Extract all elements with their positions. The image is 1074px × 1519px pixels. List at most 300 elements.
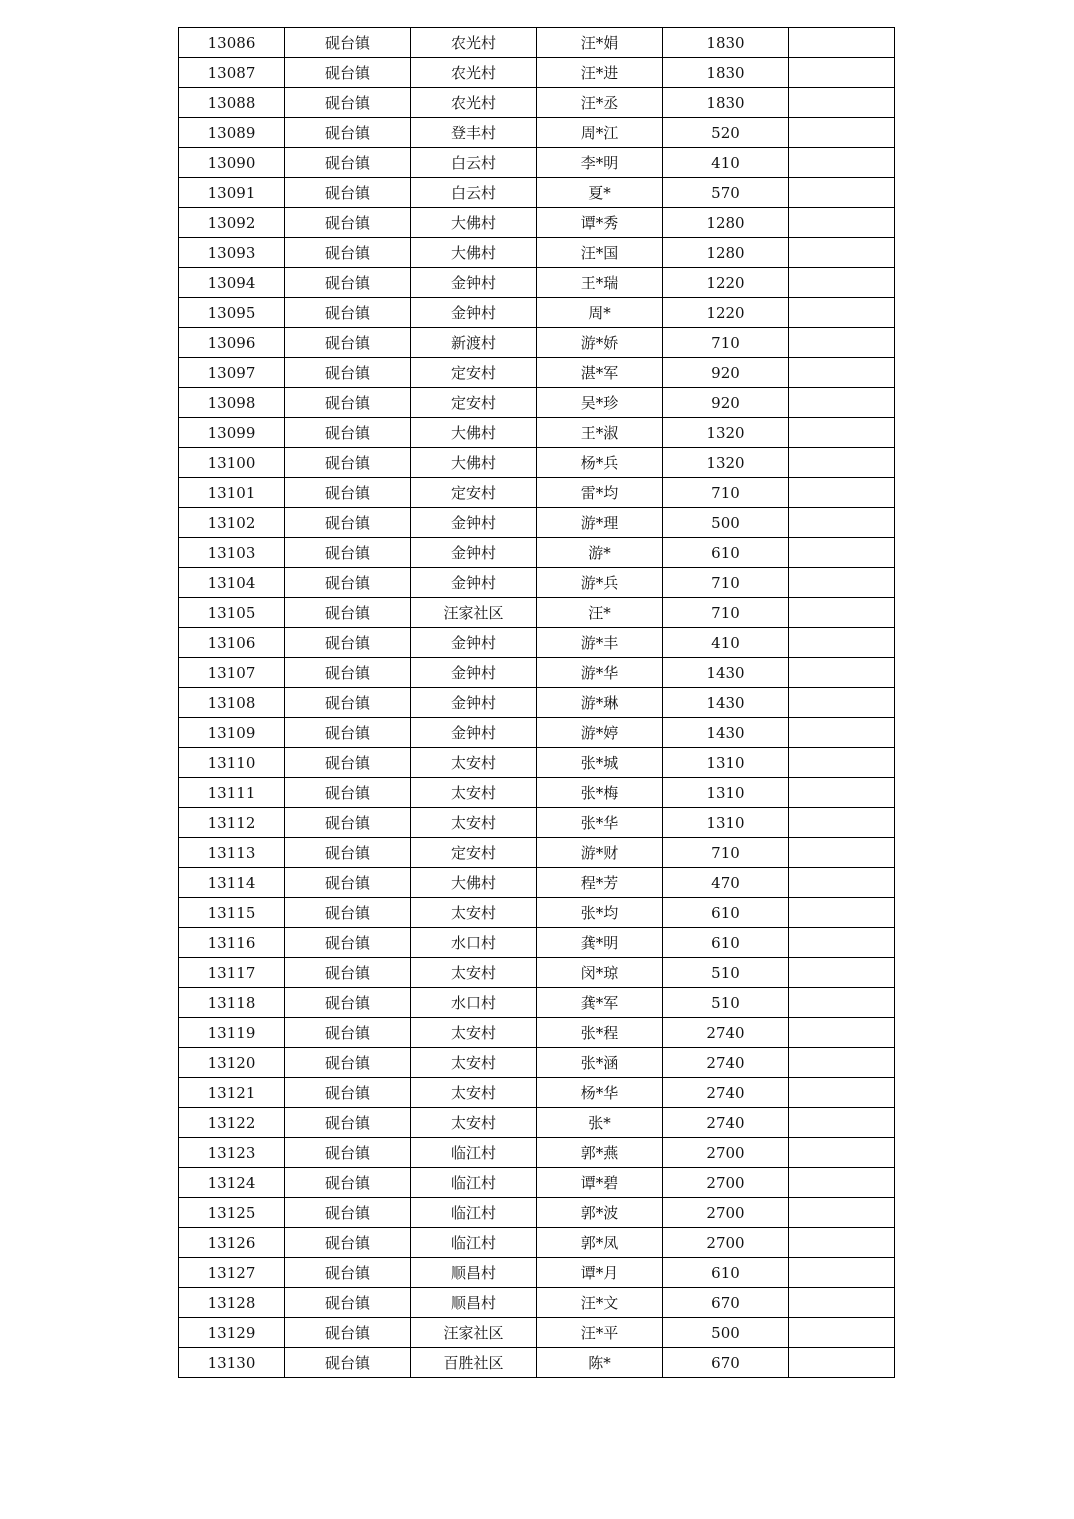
amount-cell: 710 [663, 838, 789, 868]
town-cell: 砚台镇 [285, 268, 411, 298]
name-cell: 张*涵 [537, 1048, 663, 1078]
table-row [179, 418, 895, 448]
amount-cell: 610 [663, 1258, 789, 1288]
village-cell: 定安村 [411, 478, 537, 508]
amount-cell: 1220 [663, 298, 789, 328]
note-cell [789, 838, 895, 868]
note-cell [789, 1108, 895, 1138]
name-cell: 张* [537, 1108, 663, 1138]
town-cell: 砚台镇 [285, 718, 411, 748]
table-row [179, 748, 895, 778]
town-cell: 砚台镇 [285, 1138, 411, 1168]
town-cell: 砚台镇 [285, 1108, 411, 1138]
record-number-cell: 13099 [179, 418, 285, 448]
village-cell: 临江村 [411, 1198, 537, 1228]
table-row [179, 868, 895, 898]
amount-cell: 2700 [663, 1228, 789, 1258]
town-cell: 砚台镇 [285, 388, 411, 418]
record-number-cell: 13107 [179, 658, 285, 688]
note-cell [789, 448, 895, 478]
note-cell [789, 1168, 895, 1198]
table-row [179, 598, 895, 628]
amount-cell: 1310 [663, 748, 789, 778]
name-cell: 汪*丞 [537, 88, 663, 118]
town-cell: 砚台镇 [285, 58, 411, 88]
village-cell: 白云村 [411, 178, 537, 208]
name-cell: 张*均 [537, 898, 663, 928]
name-cell: 游* [537, 538, 663, 568]
name-cell: 杨*华 [537, 1078, 663, 1108]
record-number-cell: 13106 [179, 628, 285, 658]
name-cell: 谭*秀 [537, 208, 663, 238]
record-number-cell: 13130 [179, 1348, 285, 1378]
record-number-cell: 13109 [179, 718, 285, 748]
town-cell: 砚台镇 [285, 928, 411, 958]
name-cell: 张*华 [537, 808, 663, 838]
note-cell [789, 268, 895, 298]
note-cell [789, 988, 895, 1018]
name-cell: 吴*珍 [537, 388, 663, 418]
table-row [179, 1288, 895, 1318]
amount-cell: 1430 [663, 718, 789, 748]
name-cell: 游*婷 [537, 718, 663, 748]
note-cell [789, 1048, 895, 1078]
table-row [179, 208, 895, 238]
record-number-cell: 13112 [179, 808, 285, 838]
town-cell: 砚台镇 [285, 1228, 411, 1258]
amount-cell: 2740 [663, 1018, 789, 1048]
name-cell: 郭*燕 [537, 1138, 663, 1168]
note-cell [789, 1288, 895, 1318]
name-cell: 闵*琼 [537, 958, 663, 988]
name-cell: 雷*均 [537, 478, 663, 508]
amount-cell: 570 [663, 178, 789, 208]
table-row [179, 298, 895, 328]
table-row [179, 448, 895, 478]
town-cell: 砚台镇 [285, 868, 411, 898]
name-cell: 汪*娟 [537, 28, 663, 58]
note-cell [789, 928, 895, 958]
amount-cell: 1310 [663, 808, 789, 838]
amount-cell: 1220 [663, 268, 789, 298]
village-cell: 太安村 [411, 748, 537, 778]
amount-cell: 1830 [663, 88, 789, 118]
note-cell [789, 1198, 895, 1228]
town-cell: 砚台镇 [285, 778, 411, 808]
table-row [179, 778, 895, 808]
town-cell: 砚台镇 [285, 1078, 411, 1108]
record-number-cell: 13115 [179, 898, 285, 928]
note-cell [789, 508, 895, 538]
table-row [179, 88, 895, 118]
record-number-cell: 13096 [179, 328, 285, 358]
village-cell: 定安村 [411, 838, 537, 868]
name-cell: 周*江 [537, 118, 663, 148]
table-row [179, 1108, 895, 1138]
note-cell [789, 418, 895, 448]
amount-cell: 710 [663, 568, 789, 598]
record-number-cell: 13098 [179, 388, 285, 418]
record-number-cell: 13101 [179, 478, 285, 508]
table-row [179, 928, 895, 958]
village-cell: 农光村 [411, 28, 537, 58]
name-cell: 汪*国 [537, 238, 663, 268]
record-number-cell: 13094 [179, 268, 285, 298]
table-row [179, 1198, 895, 1228]
note-cell [789, 28, 895, 58]
table-row [179, 1318, 895, 1348]
village-cell: 太安村 [411, 1048, 537, 1078]
record-number-cell: 13125 [179, 1198, 285, 1228]
village-cell: 金钟村 [411, 568, 537, 598]
note-cell [789, 808, 895, 838]
village-cell: 太安村 [411, 1078, 537, 1108]
amount-cell: 610 [663, 898, 789, 928]
amount-cell: 500 [663, 1318, 789, 1348]
name-cell: 周* [537, 298, 663, 328]
amount-cell: 670 [663, 1348, 789, 1378]
table-row [179, 148, 895, 178]
village-cell: 顺昌村 [411, 1288, 537, 1318]
amount-cell: 2740 [663, 1108, 789, 1138]
note-cell [789, 538, 895, 568]
amount-cell: 410 [663, 628, 789, 658]
table-row [179, 238, 895, 268]
town-cell: 砚台镇 [285, 808, 411, 838]
note-cell [789, 1348, 895, 1378]
village-cell: 金钟村 [411, 718, 537, 748]
table-row [179, 1168, 895, 1198]
amount-cell: 1320 [663, 448, 789, 478]
note-cell [789, 118, 895, 148]
amount-cell: 470 [663, 868, 789, 898]
town-cell: 砚台镇 [285, 748, 411, 778]
name-cell: 龚*明 [537, 928, 663, 958]
town-cell: 砚台镇 [285, 418, 411, 448]
note-cell [789, 598, 895, 628]
record-number-cell: 13105 [179, 598, 285, 628]
amount-cell: 1310 [663, 778, 789, 808]
record-number-cell: 13087 [179, 58, 285, 88]
note-cell [789, 298, 895, 328]
name-cell: 张*梅 [537, 778, 663, 808]
village-cell: 大佛村 [411, 208, 537, 238]
village-cell: 临江村 [411, 1168, 537, 1198]
record-number-cell: 13128 [179, 1288, 285, 1318]
note-cell [789, 148, 895, 178]
village-cell: 大佛村 [411, 448, 537, 478]
village-cell: 定安村 [411, 358, 537, 388]
note-cell [789, 688, 895, 718]
town-cell: 砚台镇 [285, 898, 411, 928]
name-cell: 龚*军 [537, 988, 663, 1018]
name-cell: 王*瑞 [537, 268, 663, 298]
name-cell: 谭*碧 [537, 1168, 663, 1198]
name-cell: 郭*波 [537, 1198, 663, 1228]
note-cell [789, 178, 895, 208]
note-cell [789, 58, 895, 88]
town-cell: 砚台镇 [285, 328, 411, 358]
village-cell: 金钟村 [411, 628, 537, 658]
record-number-cell: 13129 [179, 1318, 285, 1348]
town-cell: 砚台镇 [285, 658, 411, 688]
record-number-cell: 13123 [179, 1138, 285, 1168]
record-number-cell: 13111 [179, 778, 285, 808]
note-cell [789, 388, 895, 418]
table-row [179, 838, 895, 868]
town-cell: 砚台镇 [285, 1198, 411, 1228]
record-number-cell: 13117 [179, 958, 285, 988]
amount-cell: 2740 [663, 1048, 789, 1078]
table-row [179, 658, 895, 688]
town-cell: 砚台镇 [285, 688, 411, 718]
village-cell: 太安村 [411, 958, 537, 988]
table-row [179, 538, 895, 568]
name-cell: 游*娇 [537, 328, 663, 358]
name-cell: 游*理 [537, 508, 663, 538]
table-row [179, 268, 895, 298]
village-cell: 太安村 [411, 808, 537, 838]
amount-cell: 1830 [663, 28, 789, 58]
amount-cell: 610 [663, 928, 789, 958]
record-number-cell: 13124 [179, 1168, 285, 1198]
village-cell: 百胜社区 [411, 1348, 537, 1378]
village-cell: 金钟村 [411, 268, 537, 298]
town-cell: 砚台镇 [285, 1048, 411, 1078]
amount-cell: 920 [663, 358, 789, 388]
table-row [179, 328, 895, 358]
table-row [179, 508, 895, 538]
record-number-cell: 13092 [179, 208, 285, 238]
name-cell: 杨*兵 [537, 448, 663, 478]
town-cell: 砚台镇 [285, 1288, 411, 1318]
record-number-cell: 13089 [179, 118, 285, 148]
amount-cell: 1280 [663, 208, 789, 238]
village-cell: 水口村 [411, 988, 537, 1018]
town-cell: 砚台镇 [285, 1258, 411, 1288]
records-table-body [179, 28, 895, 1378]
table-row [179, 1048, 895, 1078]
table-row [179, 1018, 895, 1048]
table-row [179, 1138, 895, 1168]
village-cell: 金钟村 [411, 688, 537, 718]
town-cell: 砚台镇 [285, 208, 411, 238]
amount-cell: 510 [663, 988, 789, 1018]
table-row [179, 358, 895, 388]
village-cell: 金钟村 [411, 538, 537, 568]
village-cell: 农光村 [411, 58, 537, 88]
table-row [179, 178, 895, 208]
record-number-cell: 13086 [179, 28, 285, 58]
name-cell: 郭*凤 [537, 1228, 663, 1258]
table-row [179, 628, 895, 658]
town-cell: 砚台镇 [285, 538, 411, 568]
village-cell: 太安村 [411, 898, 537, 928]
town-cell: 砚台镇 [285, 88, 411, 118]
table-row [179, 988, 895, 1018]
name-cell: 汪*文 [537, 1288, 663, 1318]
note-cell [789, 1258, 895, 1288]
village-cell: 大佛村 [411, 238, 537, 268]
note-cell [789, 868, 895, 898]
village-cell: 太安村 [411, 1108, 537, 1138]
amount-cell: 1430 [663, 688, 789, 718]
village-cell: 大佛村 [411, 418, 537, 448]
village-cell: 金钟村 [411, 298, 537, 328]
record-number-cell: 13104 [179, 568, 285, 598]
village-cell: 汪家社区 [411, 1318, 537, 1348]
town-cell: 砚台镇 [285, 508, 411, 538]
note-cell [789, 748, 895, 778]
name-cell: 程*芳 [537, 868, 663, 898]
note-cell [789, 658, 895, 688]
town-cell: 砚台镇 [285, 148, 411, 178]
amount-cell: 510 [663, 958, 789, 988]
village-cell: 金钟村 [411, 508, 537, 538]
village-cell: 白云村 [411, 148, 537, 178]
name-cell: 游*琳 [537, 688, 663, 718]
village-cell: 汪家社区 [411, 598, 537, 628]
amount-cell: 2700 [663, 1198, 789, 1228]
table-row [179, 688, 895, 718]
note-cell [789, 358, 895, 388]
town-cell: 砚台镇 [285, 478, 411, 508]
name-cell: 张*程 [537, 1018, 663, 1048]
town-cell: 砚台镇 [285, 178, 411, 208]
amount-cell: 520 [663, 118, 789, 148]
town-cell: 砚台镇 [285, 1018, 411, 1048]
amount-cell: 710 [663, 478, 789, 508]
table-row [179, 718, 895, 748]
table-row [179, 1258, 895, 1288]
note-cell [789, 958, 895, 988]
amount-cell: 920 [663, 388, 789, 418]
amount-cell: 1830 [663, 58, 789, 88]
town-cell: 砚台镇 [285, 988, 411, 1018]
record-number-cell: 13108 [179, 688, 285, 718]
record-number-cell: 13097 [179, 358, 285, 388]
note-cell [789, 568, 895, 598]
name-cell: 李*明 [537, 148, 663, 178]
name-cell: 谭*月 [537, 1258, 663, 1288]
amount-cell: 710 [663, 598, 789, 628]
village-cell: 太安村 [411, 1018, 537, 1048]
village-cell: 登丰村 [411, 118, 537, 148]
town-cell: 砚台镇 [285, 358, 411, 388]
town-cell: 砚台镇 [285, 1348, 411, 1378]
town-cell: 砚台镇 [285, 598, 411, 628]
amount-cell: 500 [663, 508, 789, 538]
amount-cell: 1430 [663, 658, 789, 688]
record-number-cell: 13110 [179, 748, 285, 778]
amount-cell: 410 [663, 148, 789, 178]
note-cell [789, 238, 895, 268]
name-cell: 汪*进 [537, 58, 663, 88]
table-row [179, 958, 895, 988]
village-cell: 太安村 [411, 778, 537, 808]
record-number-cell: 13126 [179, 1228, 285, 1258]
table-row [179, 478, 895, 508]
town-cell: 砚台镇 [285, 568, 411, 598]
table-row [179, 118, 895, 148]
table-row [179, 388, 895, 418]
town-cell: 砚台镇 [285, 28, 411, 58]
name-cell: 湛*军 [537, 358, 663, 388]
town-cell: 砚台镇 [285, 238, 411, 268]
table-row [179, 1348, 895, 1378]
town-cell: 砚台镇 [285, 958, 411, 988]
record-number-cell: 13100 [179, 448, 285, 478]
record-number-cell: 13093 [179, 238, 285, 268]
note-cell [789, 718, 895, 748]
record-number-cell: 13090 [179, 148, 285, 178]
town-cell: 砚台镇 [285, 298, 411, 328]
town-cell: 砚台镇 [285, 1168, 411, 1198]
note-cell [789, 478, 895, 508]
town-cell: 砚台镇 [285, 1318, 411, 1348]
record-number-cell: 13102 [179, 508, 285, 538]
town-cell: 砚台镇 [285, 118, 411, 148]
village-cell: 新渡村 [411, 328, 537, 358]
name-cell: 游*华 [537, 658, 663, 688]
name-cell: 夏* [537, 178, 663, 208]
table-row [179, 1078, 895, 1108]
record-number-cell: 13122 [179, 1108, 285, 1138]
amount-cell: 2700 [663, 1168, 789, 1198]
village-cell: 定安村 [411, 388, 537, 418]
name-cell: 游*丰 [537, 628, 663, 658]
name-cell: 汪*平 [537, 1318, 663, 1348]
record-number-cell: 13114 [179, 868, 285, 898]
town-cell: 砚台镇 [285, 628, 411, 658]
note-cell [789, 328, 895, 358]
amount-cell: 2700 [663, 1138, 789, 1168]
village-cell: 大佛村 [411, 868, 537, 898]
record-number-cell: 13088 [179, 88, 285, 118]
name-cell: 张*城 [537, 748, 663, 778]
amount-cell: 610 [663, 538, 789, 568]
record-number-cell: 13120 [179, 1048, 285, 1078]
records-table [178, 27, 895, 1378]
record-number-cell: 13118 [179, 988, 285, 1018]
record-number-cell: 13127 [179, 1258, 285, 1288]
name-cell: 王*淑 [537, 418, 663, 448]
name-cell: 游*财 [537, 838, 663, 868]
table-row [179, 1228, 895, 1258]
record-number-cell: 13119 [179, 1018, 285, 1048]
amount-cell: 710 [663, 328, 789, 358]
note-cell [789, 778, 895, 808]
note-cell [789, 1318, 895, 1348]
note-cell [789, 88, 895, 118]
town-cell: 砚台镇 [285, 838, 411, 868]
note-cell [789, 1228, 895, 1258]
village-cell: 水口村 [411, 928, 537, 958]
name-cell: 陈* [537, 1348, 663, 1378]
record-number-cell: 13116 [179, 928, 285, 958]
amount-cell: 1280 [663, 238, 789, 268]
town-cell: 砚台镇 [285, 448, 411, 478]
record-number-cell: 13095 [179, 298, 285, 328]
village-cell: 顺昌村 [411, 1258, 537, 1288]
record-number-cell: 13121 [179, 1078, 285, 1108]
amount-cell: 670 [663, 1288, 789, 1318]
note-cell [789, 208, 895, 238]
amount-cell: 1320 [663, 418, 789, 448]
record-number-cell: 13103 [179, 538, 285, 568]
table-row [179, 568, 895, 598]
name-cell: 汪* [537, 598, 663, 628]
